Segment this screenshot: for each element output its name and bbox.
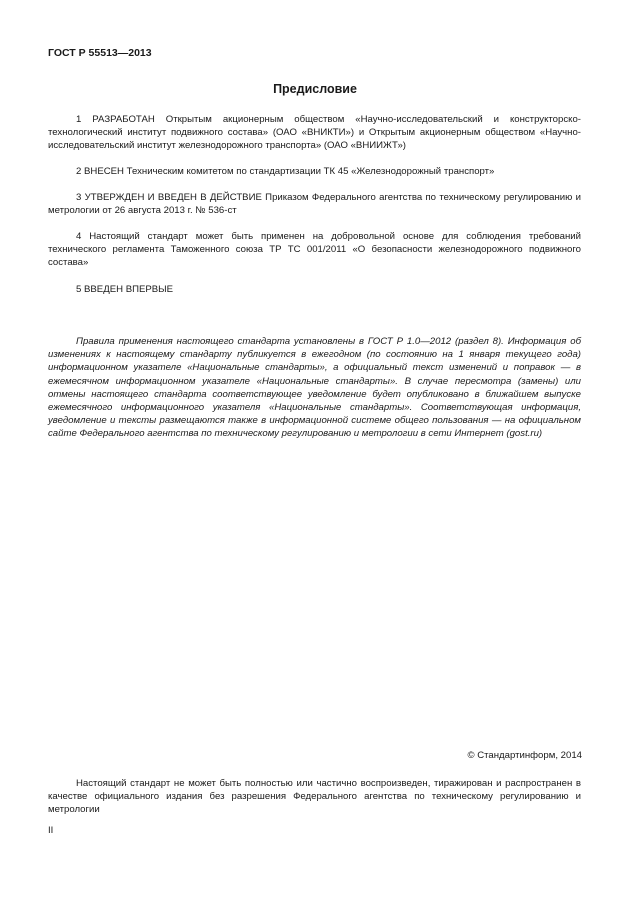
page-title: Предисловие xyxy=(273,82,357,96)
rules-notice-text: Правила применения настоящего стандарта установлены в ГОСТ Р 1.0—2012 (раздел 8). Информация об изменениях к настоящему стандарту публикуется в ежегодном (по состоянию на 1 января текущего года) информационном указателе «Национальные стандарты», а официальный текст изменений и поправок — в ежемесячном информационном указателе «Национальные стандарты». В случае пересмотра (замены) или отмены настоящего стандарта соответствующее уведомление будет опубликовано в ближайшем выпуске ежемесячного информационного указателя «Национальные стандарты». Соответствующая информация, уведомление и тексты размещаются также в информационной системе общего пользования — на официальном сайте Федерального агентства по техническому регулированию и метрологии в сети Интернет (gost.ru) xyxy=(48,336,581,440)
foreword-item-application xyxy=(48,230,581,270)
rules-notice xyxy=(48,335,581,441)
reproduction-notice-text: Настоящий стандарт не может быть полностью или частично воспроизведен, тиражирован и распространен в качестве официального издания без разрешения Федерального агентства по техническому регулированию и метрологии xyxy=(48,778,581,816)
foreword-item-approved xyxy=(48,191,581,217)
foreword-item-submitted xyxy=(48,165,581,178)
copyright-line: © Стандартинформ, 2014 xyxy=(467,750,582,761)
foreword-item-introduced xyxy=(48,283,581,296)
foreword-item-text: 5 ВВЕДЕН ВПЕРВЫЕ xyxy=(76,284,174,295)
reproduction-notice xyxy=(48,777,581,817)
foreword-item-text: 1 РАЗРАБОТАН Открытым акционерным обществом «Научно-исследовательский и конструкторско-технологический институт подвижного состава» (ОАО «ВНИКТИ») и Открытым акционерным обществом «Научно-исследовательский институт железнодорожного транспорта» (ОАО «ВНИИЖТ») xyxy=(48,114,581,152)
foreword-item-text: 2 ВНЕСЕН Техническим комитетом по стандартизации ТК 45 «Железнодорожный транспорт» xyxy=(76,166,495,177)
foreword-item-text: 4 Настоящий стандарт может быть применен на добровольной основе для соблюдения требований технического регламента Таможенного союза ТР ТС 001/2011 «О безопасности железнодорожного подвижного состава» xyxy=(48,231,581,269)
standard-code: ГОСТ Р 55513—2013 xyxy=(48,47,152,59)
foreword-item-developed xyxy=(48,113,581,153)
page-number: II xyxy=(48,825,54,836)
foreword-item-text: 3 УТВЕРЖДЕН И ВВЕДЕН В ДЕЙСТВИЕ Приказом Федерального агентства по техническому регулированию и метрологии от 26 августа 2013 г. № 536-ст xyxy=(48,192,581,217)
